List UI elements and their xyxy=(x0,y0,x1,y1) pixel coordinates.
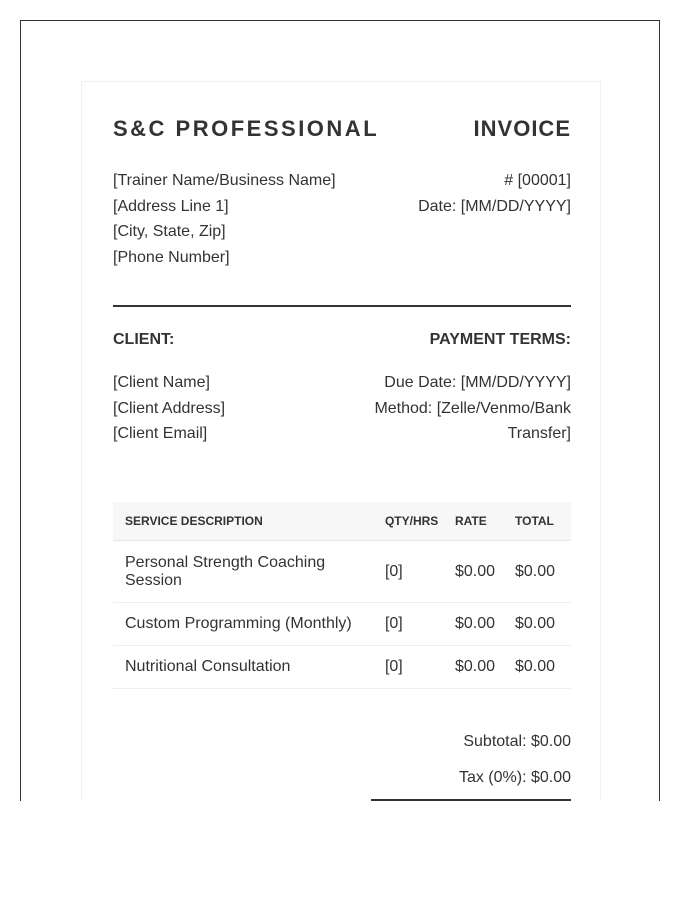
client-name: [Client Name] xyxy=(113,374,210,391)
column-header-rate: RATE xyxy=(447,502,507,541)
payment-terms-label: PAYMENT TERMS: xyxy=(429,331,571,348)
service-description: Custom Programming (Monthly) xyxy=(113,603,377,646)
due-date: Due Date: [MM/DD/YYYY] xyxy=(384,374,571,391)
service-description: Nutritional Consultation xyxy=(113,646,377,689)
client-address: [Client Address] xyxy=(113,399,226,417)
client-email: [Client Email] xyxy=(113,425,208,443)
invoice-header xyxy=(113,116,571,146)
service-rate: $0.00 xyxy=(447,541,507,603)
table-row xyxy=(113,541,571,603)
invoice-meta xyxy=(418,168,571,219)
table-header-row xyxy=(113,502,571,541)
services-table xyxy=(113,502,571,689)
sender-details xyxy=(113,168,336,271)
service-rate: $0.00 xyxy=(447,646,507,689)
payment-terms-details xyxy=(351,370,571,447)
totals-summary xyxy=(459,732,571,801)
service-qty: [0] xyxy=(377,646,447,689)
service-rate: $0.00 xyxy=(447,603,507,646)
header-divider xyxy=(113,305,571,307)
table-row xyxy=(113,646,571,689)
column-header-total: TOTAL xyxy=(507,502,571,541)
brand-name: S&C PROFESSIONAL xyxy=(113,116,380,141)
subtotal: Subtotal: $0.00 xyxy=(463,733,571,750)
payment-method: Method: [Zelle/Venmo/Bank Transfer] xyxy=(374,399,571,443)
tax: Tax (0%): $0.00 xyxy=(458,769,571,786)
client-details xyxy=(113,370,225,447)
column-header-qty: QTY/HRS xyxy=(377,502,447,541)
service-total: $0.00 xyxy=(507,646,571,689)
service-description: Personal Strength Coaching Session xyxy=(113,541,377,603)
document-title: INVOICE xyxy=(473,116,571,141)
service-total: $0.00 xyxy=(507,541,571,603)
invoice-number: # [00001] xyxy=(504,172,571,189)
sender-city: [City, State, Zip] xyxy=(113,223,226,241)
service-qty: [0] xyxy=(377,603,447,646)
client-label: CLIENT: xyxy=(113,331,175,348)
totals-divider xyxy=(371,799,571,801)
service-total: $0.00 xyxy=(507,603,571,646)
table-row xyxy=(113,603,571,646)
page-frame xyxy=(20,20,660,801)
column-header-description: SERVICE DESCRIPTION xyxy=(113,502,377,541)
sender-name: [Trainer Name/Business Name] xyxy=(113,172,336,189)
invoice-card xyxy=(81,81,601,801)
sender-phone: [Phone Number] xyxy=(113,249,230,267)
sender-address-line: [Address Line 1] xyxy=(113,197,229,215)
invoice-date: Date: [MM/DD/YYYY] xyxy=(418,197,571,215)
service-qty: [0] xyxy=(377,541,447,603)
